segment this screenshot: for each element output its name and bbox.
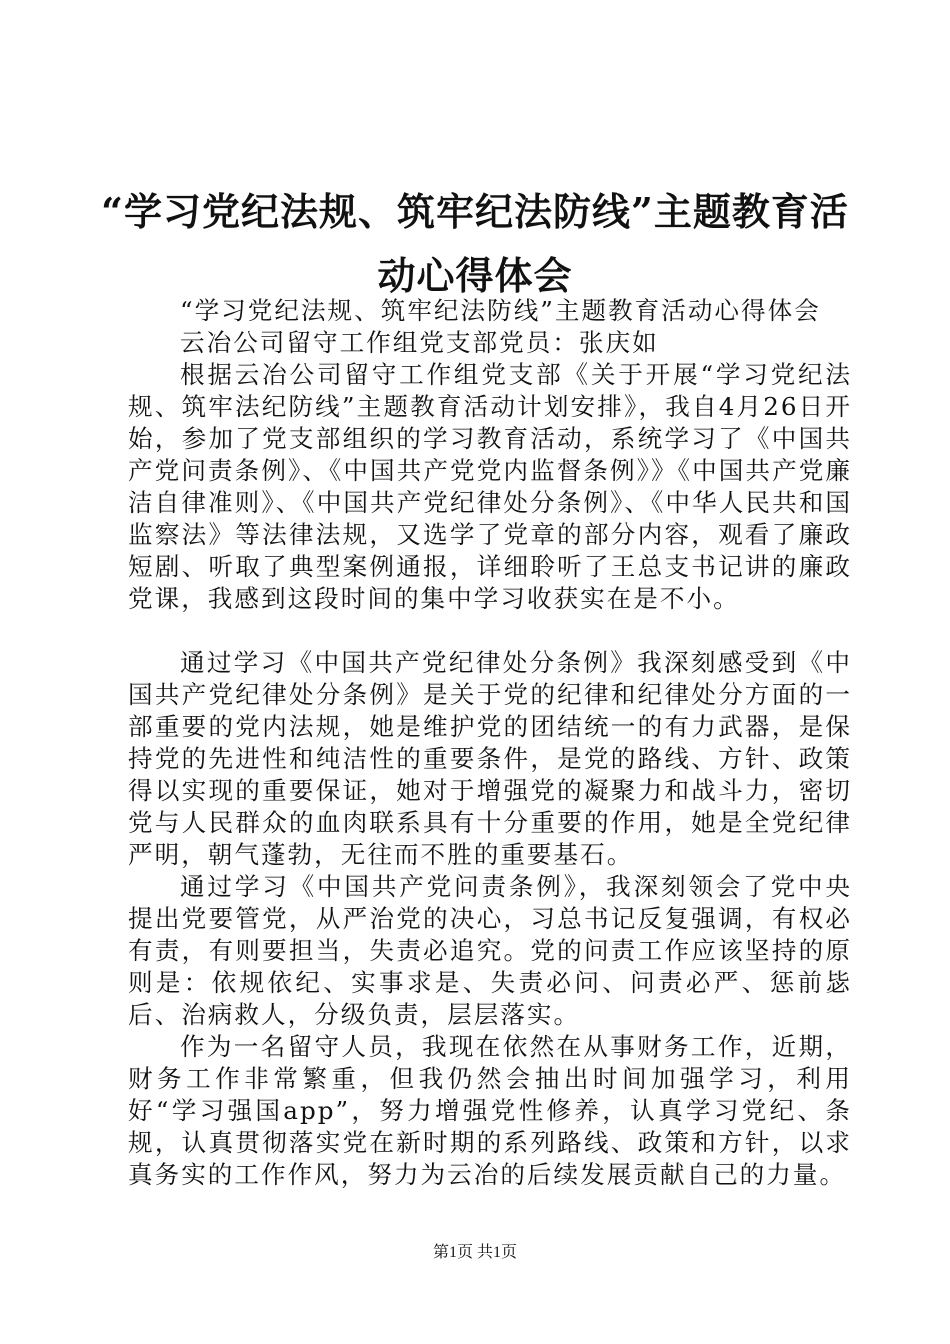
- paragraph-conclusion: 作为一名留守人员，我现在依然在从事财务工作，近期，财务工作非常繁重，但我仍然会抽出时间加强学习，利用好“学习强国app”，努力增强党性修养，认真学习党纪、条规，认真贯彻落实党在新时期的系列路线、政策和方针，以求真务实的工作作风，努力为云冶的后续发展贡献自己的力量。: [128, 1032, 852, 1189]
- paragraph-accountability-regulations: 通过学习《中国共产党问责条例》，我深刻领会了党中央提出党要管党，从严治党的决心，习总书记反复强调，有权必有责，有则要担当，失责必追究。党的问责工作应该坚持的原则是：依规依纪、实事求是、失责必问、问责必严、惩前毖后、治病救人，分级负责，层层落实。: [128, 872, 852, 1029]
- document-title: “学习党纪法规、筑牢纪法防线”主题教育活动心得体会: [101, 189, 849, 298]
- paragraph-author: 云冶公司留守工作组党支部党员：张庆如: [180, 328, 659, 357]
- document-body: [128, 295, 852, 1191]
- paragraph-discipline-regulations: 通过学习《中国共产党纪律处分条例》我深刻感受到《中国共产党纪律处分条例》是关于党的纪律和纪律处分方面的一部重要的党内法规，她是维护党的团结统一的有力武器，是保持党的先进性和纯洁性的重要条件，是党的路线、方针、政策得以实现的重要保证，她对于增强党的凝聚力和战斗力，密切党与人民群众的血肉联系具有十分重要的作用，她是全党纪律严明，朝气蓬勃，无往而不胜的重要基石。: [128, 648, 852, 869]
- page-number-footer: 第1页 共1页: [432, 1244, 517, 1261]
- paragraph-intro: 根据云冶公司留守工作组党支部《关于开展“学习党纪法规、筑牢法纪防线”主题教育活动计划安排》，我自4月26日开始，参加了党支部组织的学习教育活动，系统学习了《中国共产党问责条例》、《中国共产党党内监督条例》》《中国共产党廉洁自律准则》、《中国共产党纪律处分条例》、《中华人民共和国监察法》等法律法规，又选学了党章的部分内容，观看了廉政短剧、听取了典型案例通报，详细聆听了王总支书记讲的廉政党课，我感到这段时间的集中学习收获实在是不小。: [128, 360, 852, 613]
- paragraph-subtitle: “学习党纪法规、筑牢纪法防线”主题教育活动心得体会: [180, 296, 821, 325]
